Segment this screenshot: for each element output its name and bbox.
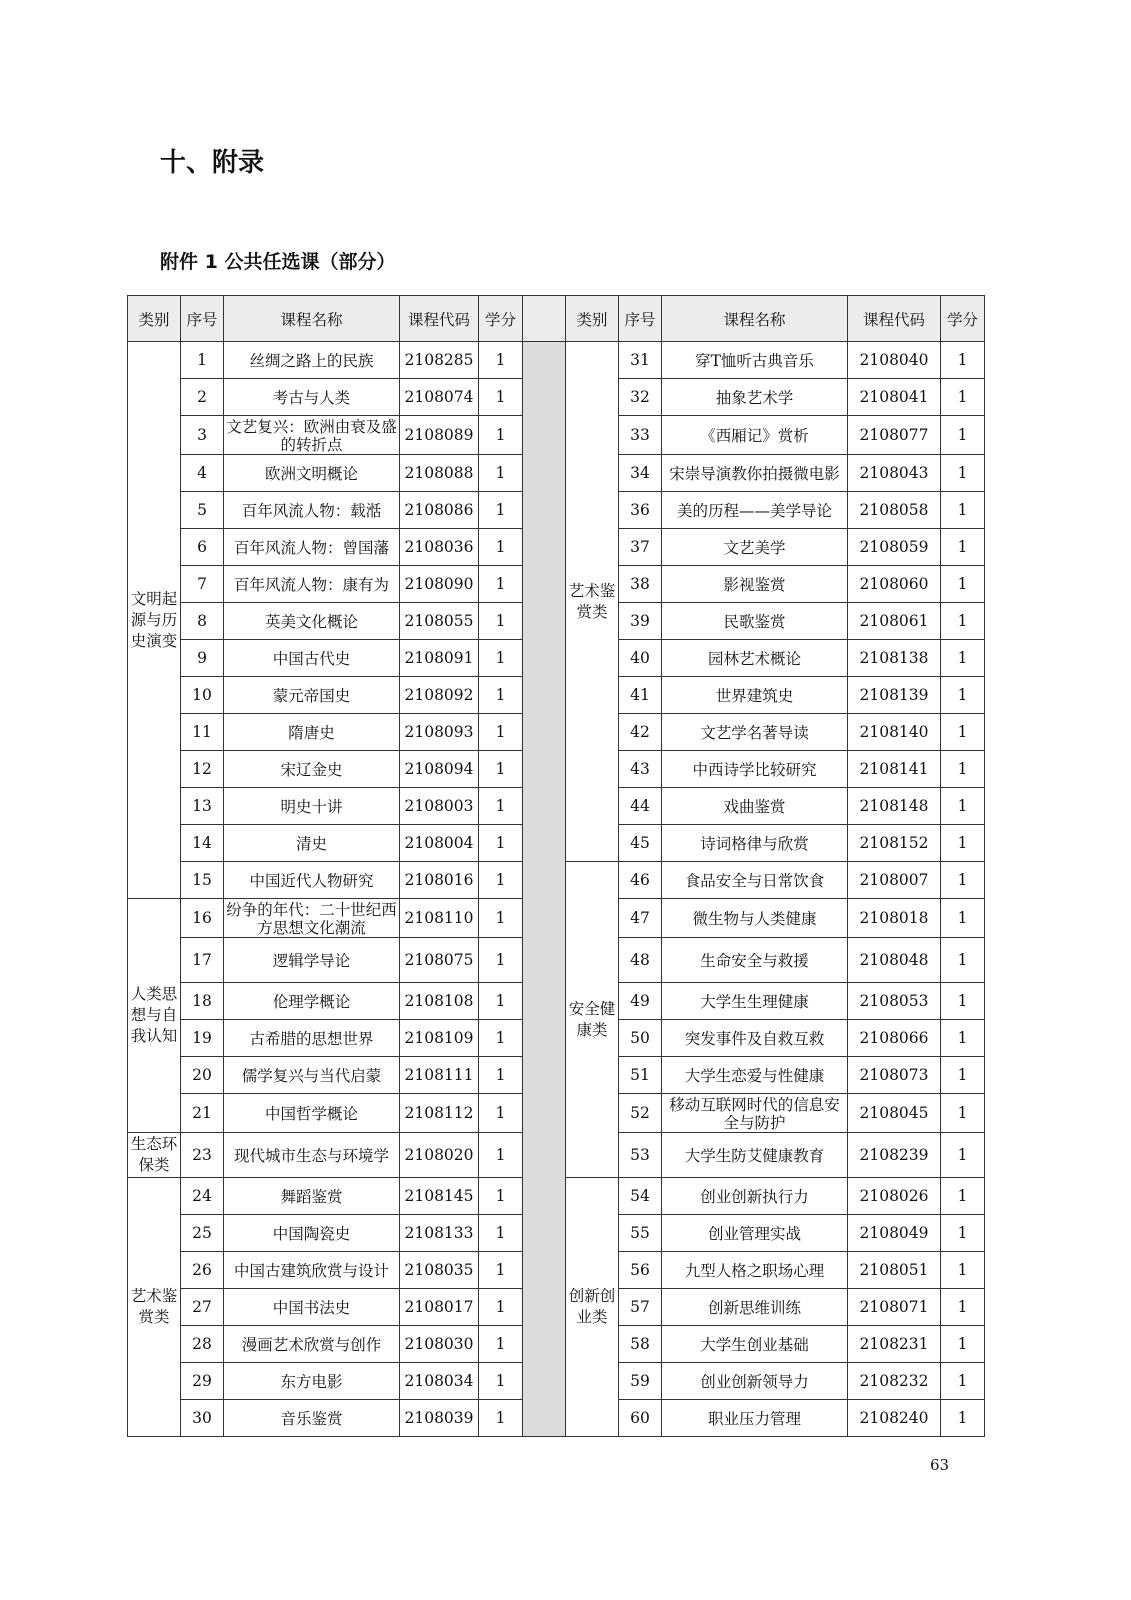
course-number: 36 bbox=[619, 492, 662, 529]
course-code: 2108285 bbox=[400, 342, 479, 379]
course-number: 17 bbox=[181, 938, 224, 983]
course-name: 民歌鉴赏 bbox=[662, 603, 848, 640]
course-number: 44 bbox=[619, 788, 662, 825]
course-code: 2108231 bbox=[848, 1326, 941, 1363]
course-number: 14 bbox=[181, 825, 224, 862]
course-name: 抽象艺术学 bbox=[662, 379, 848, 416]
course-credit: 1 bbox=[941, 825, 985, 862]
header-credit: 学分 bbox=[479, 296, 523, 342]
course-credit: 1 bbox=[479, 714, 523, 751]
course-code: 2108043 bbox=[848, 455, 941, 492]
header-category: 类别 bbox=[128, 296, 181, 342]
divider-column bbox=[523, 342, 566, 1437]
course-name bbox=[662, 1094, 848, 1133]
course-code: 2108026 bbox=[848, 1178, 941, 1215]
course-code: 2108040 bbox=[848, 342, 941, 379]
course-credit: 1 bbox=[941, 640, 985, 677]
course-code: 2108060 bbox=[848, 566, 941, 603]
course-name: 影视鉴赏 bbox=[662, 566, 848, 603]
header-number: 序号 bbox=[619, 296, 662, 342]
course-name: 明史十讲 bbox=[224, 788, 400, 825]
course-name: 《西厢记》赏析 bbox=[662, 416, 848, 455]
course-number: 4 bbox=[181, 455, 224, 492]
course-credit: 1 bbox=[479, 677, 523, 714]
course-code: 2108016 bbox=[400, 862, 479, 899]
course-number: 42 bbox=[619, 714, 662, 751]
course-number: 12 bbox=[181, 751, 224, 788]
course-code: 2108152 bbox=[848, 825, 941, 862]
course-name: 蒙元帝国史 bbox=[224, 677, 400, 714]
course-number: 53 bbox=[619, 1133, 662, 1178]
course-code: 2108048 bbox=[848, 938, 941, 983]
course-code: 2108077 bbox=[848, 416, 941, 455]
course-number: 19 bbox=[181, 1020, 224, 1057]
course-credit: 1 bbox=[941, 1020, 985, 1057]
course-credit: 1 bbox=[941, 1133, 985, 1178]
course-name: 食品安全与日常饮食 bbox=[662, 862, 848, 899]
course-credit: 1 bbox=[479, 640, 523, 677]
course-name: 大学生防艾健康教育 bbox=[662, 1133, 848, 1178]
course-number: 59 bbox=[619, 1363, 662, 1400]
header-course-name: 课程名称 bbox=[662, 296, 848, 342]
course-credit: 1 bbox=[941, 788, 985, 825]
course-name: 微生物与人类健康 bbox=[662, 899, 848, 938]
category-cell: 艺术鉴赏类 bbox=[566, 342, 619, 862]
course-name: 创业创新执行力 bbox=[662, 1178, 848, 1215]
course-name: 宋辽金史 bbox=[224, 751, 400, 788]
course-name: 现代城市生态与环境学 bbox=[224, 1133, 400, 1178]
course-number: 43 bbox=[619, 751, 662, 788]
course-credit: 1 bbox=[479, 825, 523, 862]
course-number: 40 bbox=[619, 640, 662, 677]
course-code: 2108007 bbox=[848, 862, 941, 899]
course-credit: 1 bbox=[941, 1215, 985, 1252]
course-name: 职业压力管理 bbox=[662, 1400, 848, 1437]
course-name: 百年风流人物：曾国藩 bbox=[224, 529, 400, 566]
course-number: 60 bbox=[619, 1400, 662, 1437]
course-name: 中国书法史 bbox=[224, 1289, 400, 1326]
course-code: 2108074 bbox=[400, 379, 479, 416]
course-number: 5 bbox=[181, 492, 224, 529]
course-number: 32 bbox=[619, 379, 662, 416]
header-course-name: 课程名称 bbox=[224, 296, 400, 342]
course-number: 55 bbox=[619, 1215, 662, 1252]
course-name: 中国古建筑欣赏与设计 bbox=[224, 1252, 400, 1289]
course-number: 3 bbox=[181, 416, 224, 455]
course-number: 34 bbox=[619, 455, 662, 492]
course-code: 2108020 bbox=[400, 1133, 479, 1178]
course-code: 2108059 bbox=[848, 529, 941, 566]
course-credit: 1 bbox=[941, 1326, 985, 1363]
course-name: 伦理学概论 bbox=[224, 983, 400, 1020]
course-number: 6 bbox=[181, 529, 224, 566]
course-number: 54 bbox=[619, 1178, 662, 1215]
course-code: 2108086 bbox=[400, 492, 479, 529]
course-code: 2108045 bbox=[848, 1094, 941, 1133]
course-name: 英美文化概论 bbox=[224, 603, 400, 640]
course-credit: 1 bbox=[479, 983, 523, 1020]
course-credit: 1 bbox=[479, 899, 523, 938]
course-credit: 1 bbox=[941, 1094, 985, 1133]
course-name: 中国古代史 bbox=[224, 640, 400, 677]
course-number: 20 bbox=[181, 1057, 224, 1094]
table-body bbox=[128, 342, 985, 1437]
course-name-text: 移动互联网时代的信息安全与防护 bbox=[669, 1096, 840, 1130]
course-name: 舞蹈鉴赏 bbox=[224, 1178, 400, 1215]
course-name: 穿T恤听古典音乐 bbox=[662, 342, 848, 379]
course-name: 大学生恋爱与性健康 bbox=[662, 1057, 848, 1094]
course-name: 考古与人类 bbox=[224, 379, 400, 416]
course-name: 百年风流人物：康有为 bbox=[224, 566, 400, 603]
course-credit: 1 bbox=[479, 1178, 523, 1215]
course-code: 2108240 bbox=[848, 1400, 941, 1437]
course-name: 东方电影 bbox=[224, 1363, 400, 1400]
course-code: 2108239 bbox=[848, 1133, 941, 1178]
course-number: 21 bbox=[181, 1094, 224, 1133]
course-number: 57 bbox=[619, 1289, 662, 1326]
course-code: 2108145 bbox=[400, 1178, 479, 1215]
course-number: 26 bbox=[181, 1252, 224, 1289]
course-code: 2108071 bbox=[848, 1289, 941, 1326]
course-name: 突发事件及自救互救 bbox=[662, 1020, 848, 1057]
category-cell: 艺术鉴赏类 bbox=[128, 1178, 181, 1437]
course-credit: 1 bbox=[941, 899, 985, 938]
course-code: 2108112 bbox=[400, 1094, 479, 1133]
course-name: 丝绸之路上的民族 bbox=[224, 342, 400, 379]
course-number: 13 bbox=[181, 788, 224, 825]
course-number: 11 bbox=[181, 714, 224, 751]
course-name bbox=[224, 416, 400, 455]
course-code: 2108089 bbox=[400, 416, 479, 455]
course-number: 37 bbox=[619, 529, 662, 566]
course-number: 38 bbox=[619, 566, 662, 603]
course-code: 2108109 bbox=[400, 1020, 479, 1057]
course-code: 2108073 bbox=[848, 1057, 941, 1094]
course-code: 2108139 bbox=[848, 677, 941, 714]
course-name: 儒学复兴与当代启蒙 bbox=[224, 1057, 400, 1094]
course-credit: 1 bbox=[941, 1289, 985, 1326]
course-credit: 1 bbox=[479, 492, 523, 529]
course-number: 24 bbox=[181, 1178, 224, 1215]
course-credit: 1 bbox=[941, 492, 985, 529]
course-name: 大学生创业基础 bbox=[662, 1326, 848, 1363]
course-code: 2108066 bbox=[848, 1020, 941, 1057]
course-number: 15 bbox=[181, 862, 224, 899]
course-code: 2108017 bbox=[400, 1289, 479, 1326]
course-credit: 1 bbox=[479, 1094, 523, 1133]
course-name: 中国哲学概论 bbox=[224, 1094, 400, 1133]
course-code: 2108140 bbox=[848, 714, 941, 751]
header-course-code: 课程代码 bbox=[848, 296, 941, 342]
course-credit: 1 bbox=[479, 1020, 523, 1057]
course-number: 45 bbox=[619, 825, 662, 862]
course-name: 古希腊的思想世界 bbox=[224, 1020, 400, 1057]
course-code: 2108094 bbox=[400, 751, 479, 788]
course-number: 8 bbox=[181, 603, 224, 640]
course-name: 逻辑学导论 bbox=[224, 938, 400, 983]
course-credit: 1 bbox=[941, 938, 985, 983]
course-number: 47 bbox=[619, 899, 662, 938]
course-credit: 1 bbox=[941, 862, 985, 899]
course-code: 2108035 bbox=[400, 1252, 479, 1289]
course-code: 2108232 bbox=[848, 1363, 941, 1400]
header-credit: 学分 bbox=[941, 296, 985, 342]
category-cell: 安全健康类 bbox=[566, 862, 619, 1178]
course-code: 2108053 bbox=[848, 983, 941, 1020]
course-name: 创新思维训练 bbox=[662, 1289, 848, 1326]
course-name: 中国近代人物研究 bbox=[224, 862, 400, 899]
course-credit: 1 bbox=[941, 714, 985, 751]
course-credit: 1 bbox=[941, 1178, 985, 1215]
course-name: 戏曲鉴赏 bbox=[662, 788, 848, 825]
course-code: 2108091 bbox=[400, 640, 479, 677]
table-header-row bbox=[128, 296, 985, 342]
course-number: 10 bbox=[181, 677, 224, 714]
course-name: 美的历程——美学导论 bbox=[662, 492, 848, 529]
course-name: 世界建筑史 bbox=[662, 677, 848, 714]
course-name: 百年风流人物：载湉 bbox=[224, 492, 400, 529]
course-credit: 1 bbox=[479, 1289, 523, 1326]
course-number: 58 bbox=[619, 1326, 662, 1363]
course-number: 23 bbox=[181, 1133, 224, 1178]
divider-column bbox=[523, 296, 566, 342]
course-name: 创业创新领导力 bbox=[662, 1363, 848, 1400]
course-number: 29 bbox=[181, 1363, 224, 1400]
course-credit: 1 bbox=[479, 938, 523, 983]
course-name-text: 纷争的年代：二十世纪西方思想文化潮流 bbox=[226, 901, 397, 935]
course-name: 创业管理实战 bbox=[662, 1215, 848, 1252]
category-cell: 生态环保类 bbox=[128, 1133, 181, 1178]
course-credit: 1 bbox=[479, 416, 523, 455]
course-credit: 1 bbox=[479, 566, 523, 603]
course-number: 31 bbox=[619, 342, 662, 379]
course-name: 中国陶瓷史 bbox=[224, 1215, 400, 1252]
course-name: 文艺美学 bbox=[662, 529, 848, 566]
course-number: 1 bbox=[181, 342, 224, 379]
course-credit: 1 bbox=[941, 1400, 985, 1437]
course-credit: 1 bbox=[479, 1400, 523, 1437]
appendix-heading: 十、附录 bbox=[160, 148, 265, 178]
course-name-text: 文艺复兴：欧洲由衰及盛的转折点 bbox=[226, 418, 397, 452]
course-code: 2108051 bbox=[848, 1252, 941, 1289]
course-number: 16 bbox=[181, 899, 224, 938]
course-credit: 1 bbox=[479, 862, 523, 899]
course-credit: 1 bbox=[941, 1363, 985, 1400]
course-credit: 1 bbox=[479, 529, 523, 566]
course-code: 2108133 bbox=[400, 1215, 479, 1252]
course-number: 50 bbox=[619, 1020, 662, 1057]
course-number: 51 bbox=[619, 1057, 662, 1094]
course-credit: 1 bbox=[941, 751, 985, 788]
header-number: 序号 bbox=[181, 296, 224, 342]
course-code: 2108092 bbox=[400, 677, 479, 714]
course-code: 2108058 bbox=[848, 492, 941, 529]
course-number: 2 bbox=[181, 379, 224, 416]
header-course-code: 课程代码 bbox=[400, 296, 479, 342]
course-name: 诗词格律与欣赏 bbox=[662, 825, 848, 862]
course-credit: 1 bbox=[479, 1363, 523, 1400]
course-credit: 1 bbox=[941, 677, 985, 714]
course-credit: 1 bbox=[941, 1057, 985, 1094]
course-code: 2108041 bbox=[848, 379, 941, 416]
course-number: 30 bbox=[181, 1400, 224, 1437]
course-credit: 1 bbox=[941, 379, 985, 416]
course-name: 宋崇导演教你拍摄微电影 bbox=[662, 455, 848, 492]
course-number: 56 bbox=[619, 1252, 662, 1289]
course-credit: 1 bbox=[479, 1215, 523, 1252]
course-code: 2108018 bbox=[848, 899, 941, 938]
header-category: 类别 bbox=[566, 296, 619, 342]
course-code: 2108003 bbox=[400, 788, 479, 825]
course-number: 18 bbox=[181, 983, 224, 1020]
course-number: 52 bbox=[619, 1094, 662, 1133]
course-credit: 1 bbox=[941, 566, 985, 603]
table-row bbox=[128, 342, 985, 379]
course-credit: 1 bbox=[941, 455, 985, 492]
course-code: 2108141 bbox=[848, 751, 941, 788]
course-number: 9 bbox=[181, 640, 224, 677]
course-credit: 1 bbox=[941, 342, 985, 379]
course-table bbox=[127, 295, 985, 1437]
course-number: 46 bbox=[619, 862, 662, 899]
category-cell: 创新创业类 bbox=[566, 1178, 619, 1437]
course-name: 音乐鉴赏 bbox=[224, 1400, 400, 1437]
course-number: 25 bbox=[181, 1215, 224, 1252]
course-code: 2108148 bbox=[848, 788, 941, 825]
category-cell: 人类思想与自我认知 bbox=[128, 899, 181, 1133]
category-cell: 文明起源与历史演变 bbox=[128, 342, 181, 899]
course-number: 39 bbox=[619, 603, 662, 640]
course-number: 48 bbox=[619, 938, 662, 983]
course-name: 隋唐史 bbox=[224, 714, 400, 751]
course-name bbox=[224, 899, 400, 938]
course-number: 33 bbox=[619, 416, 662, 455]
course-code: 2108088 bbox=[400, 455, 479, 492]
course-code: 2108090 bbox=[400, 566, 479, 603]
course-code: 2108039 bbox=[400, 1400, 479, 1437]
course-credit: 1 bbox=[941, 983, 985, 1020]
course-code: 2108049 bbox=[848, 1215, 941, 1252]
course-number: 7 bbox=[181, 566, 224, 603]
course-name: 九型人格之职场心理 bbox=[662, 1252, 848, 1289]
course-code: 2108034 bbox=[400, 1363, 479, 1400]
course-number: 27 bbox=[181, 1289, 224, 1326]
course-code: 2108093 bbox=[400, 714, 479, 751]
course-code: 2108004 bbox=[400, 825, 479, 862]
course-credit: 1 bbox=[479, 455, 523, 492]
course-code: 2108108 bbox=[400, 983, 479, 1020]
course-credit: 1 bbox=[479, 1057, 523, 1094]
course-code: 2108061 bbox=[848, 603, 941, 640]
course-credit: 1 bbox=[479, 603, 523, 640]
course-code: 2108036 bbox=[400, 529, 479, 566]
course-credit: 1 bbox=[479, 342, 523, 379]
course-name: 园林艺术概论 bbox=[662, 640, 848, 677]
course-code: 2108055 bbox=[400, 603, 479, 640]
course-code: 2108075 bbox=[400, 938, 479, 983]
course-name: 欧洲文明概论 bbox=[224, 455, 400, 492]
course-code: 2108138 bbox=[848, 640, 941, 677]
course-credit: 1 bbox=[479, 379, 523, 416]
page-number: 63 bbox=[930, 1456, 950, 1474]
course-name: 大学生生理健康 bbox=[662, 983, 848, 1020]
course-credit: 1 bbox=[941, 1252, 985, 1289]
course-credit: 1 bbox=[941, 603, 985, 640]
course-name: 漫画艺术欣赏与创作 bbox=[224, 1326, 400, 1363]
course-credit: 1 bbox=[479, 751, 523, 788]
course-code: 2108030 bbox=[400, 1326, 479, 1363]
course-credit: 1 bbox=[479, 1326, 523, 1363]
course-name: 文艺学名著导读 bbox=[662, 714, 848, 751]
course-credit: 1 bbox=[941, 416, 985, 455]
course-number: 28 bbox=[181, 1326, 224, 1363]
course-code: 2108111 bbox=[400, 1057, 479, 1094]
course-credit: 1 bbox=[479, 1133, 523, 1178]
course-credit: 1 bbox=[479, 1252, 523, 1289]
course-code: 2108110 bbox=[400, 899, 479, 938]
attachment-title: 附件 1 公共任选课（部分） bbox=[160, 251, 396, 273]
course-credit: 1 bbox=[479, 788, 523, 825]
course-name: 中西诗学比较研究 bbox=[662, 751, 848, 788]
course-name: 生命安全与救援 bbox=[662, 938, 848, 983]
course-credit: 1 bbox=[941, 529, 985, 566]
course-number: 41 bbox=[619, 677, 662, 714]
course-name: 清史 bbox=[224, 825, 400, 862]
course-number: 49 bbox=[619, 983, 662, 1020]
